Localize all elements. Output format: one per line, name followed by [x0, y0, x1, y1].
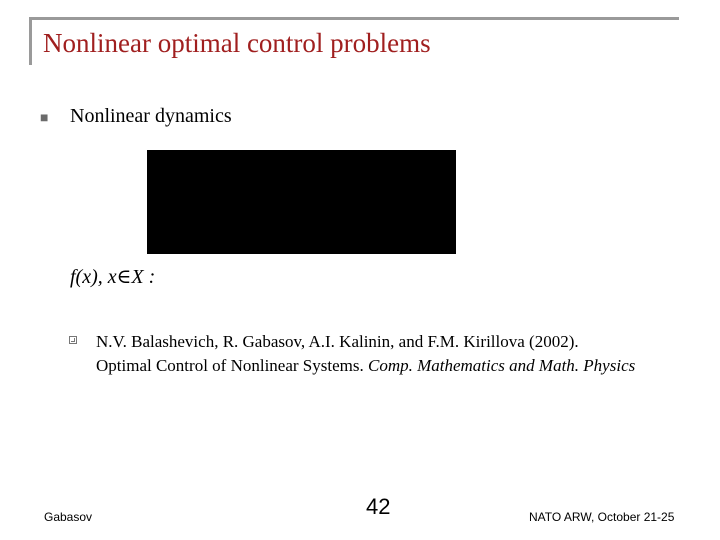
reference-journal: Comp. Mathematics and Math. Physics — [367, 356, 636, 375]
formula — [70, 264, 155, 289]
redacted-equation-block — [147, 150, 456, 254]
reference-title: Optimal Control of Nonlinear Systems. — [96, 356, 364, 375]
frame-top-rule — [29, 17, 679, 20]
frame-left-rule — [29, 17, 32, 65]
footer-author: Gabasov — [44, 510, 93, 524]
footer-event: NATO ARW, October 21-25 — [529, 510, 675, 524]
formula-text: f(x), x∈X : — [70, 266, 156, 288]
sub-bullet-icon — [69, 336, 77, 344]
slide-title: Nonlinear optimal control problems — [43, 28, 431, 58]
page-number: 42 — [366, 494, 391, 519]
reference — [96, 330, 696, 378]
bullet-square-icon: ■ — [40, 111, 49, 126]
bullet-text: Nonlinear dynamics — [70, 105, 232, 127]
reference-authors: N.V. Balashevich, R. Gabasov, A.I. Kalinin, and F.M. Kirillova (2002). — [96, 332, 579, 351]
